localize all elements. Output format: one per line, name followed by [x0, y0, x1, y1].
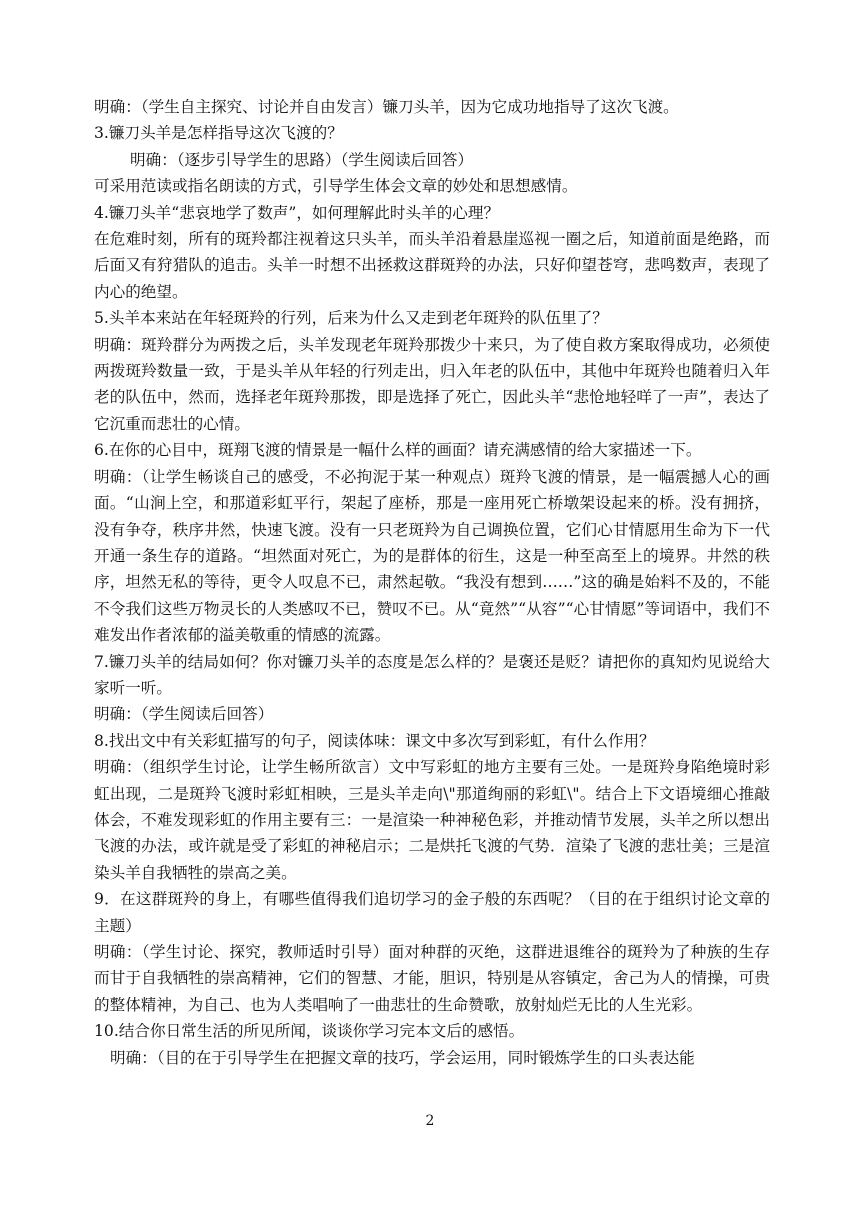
question-5: 5.头羊本来站在年轻斑羚的行列，后来为什么又走到老年斑羚的队伍里了？ — [94, 309, 608, 328]
answer-paragraph: 明确：（学生自主探究、讨论并自由发言）镰刀头羊，因为它成功地指导了这次飞渡。 — [94, 98, 679, 116]
page-number: 2 — [425, 1113, 435, 1129]
question-9: 9．在这群斑羚的身上，有哪些值得我们追切学习的金子般的东西呢？（目的在于组织讨论文章的主题） — [94, 890, 770, 935]
question-8: 8.找出文中有关彩虹描写的句子，阅读体味：课文中多次写到彩虹，有什么作用？ — [94, 731, 655, 750]
question-7: 7.镰刀头羊的结局如何？你对镰刀头羊的态度是怎么样的？是褒还是贬？请把你的真知灼见说给大家听一听。 — [94, 652, 770, 697]
answer-paragraph: 明确：（学生讨论、探究，教师适时引导）面对种群的灭绝，这群进退维谷的斑羚为了种族的生存而甘于自我牺牲的崇高精神，它们的智慧、才能，胆识，特别是从容镇定，舍己为人的情操，可贵的整体精神，为自己、也为人类唱响了一曲悲壮的生命赞歌，放射灿烂无比的人生光彩。 — [94, 943, 770, 1014]
question-6: 6.在你的心目中，斑翔飞渡的情景是一幅什么样的画面？请充满感情的给大家描述一下。 — [94, 441, 702, 460]
answer-paragraph: 明确：（目的在于引导学生在把握文章的技巧，学会运用，同时锻炼学生的口头表达能 — [110, 1048, 695, 1067]
question-3: 3.镰刀头羊是怎样指导这次飞渡的？ — [94, 124, 343, 143]
page-body — [94, 94, 770, 1071]
answer-paragraph: 明确：（组织学生讨论，让学生畅所欲言）文中写彩虹的地方主要有三处。一是斑羚身陷绝境时彩虹出现，二是斑羚飞渡时彩虹相映，三是头羊走向\"那道绚丽的彩虹\"。结合上下文语境细心推敲体会，不难发现彩虹的作用主要有三：一是渲染一种神秘色彩，并推动情节发展，头羊之所以想出飞渡的办法，或许就是受了彩虹的神秘启示；二是烘托飞渡的气势．渲染了飞渡的悲壮美；三是渲染头羊自我牺牲的崇高之美。 — [94, 758, 770, 882]
answer-paragraph: 明确：（让学生畅谈自己的感受，不必拘泥于某一种观点）斑羚飞渡的情景，是一幅震撼人心的画面。“山涧上空，和那道彩虹平行，架起了座桥，那是一座用死亡桥墩架设起来的桥。没有拥挤，没有争夺，秩序井然，快速飞渡。没有一只老斑羚为自己调换位置，它们心甘情愿用生命为下一代开通一条生存的道路。“坦然面对死亡，为的是群体的衍生，这是一种至高至上的境界。井然的秩序，坦然无私的等待，更令人叹息不已，肃然起敬。“我没有想到……”这的确是始料不及的，不能不令我们这些万物灵长的人类感叹不已，赞叹不已。从“竟然”“从容”“心甘情愿”等词语中，我们不难发出作者浓郁的溢美敬重的情感的流露。 — [94, 467, 770, 645]
question-4: 4.镰刀头羊“悲哀地学了数声”，如何理解此时头羊的心理？ — [94, 203, 500, 222]
question-10: 10.结合你日常生活的所见所闻，谈谈你学习完本文后的感悟。 — [94, 1022, 525, 1041]
answer-paragraph: 明确：（学生阅读后回答） — [94, 705, 274, 724]
answer-paragraph: 明确：（逐步引导学生的思路）（学生阅读后回答） — [130, 150, 474, 169]
answer-paragraph: 在危难时刻，所有的斑羚都注视着这只头羊，而头羊沿着悬崖巡视一圈之后，知道前面是绝路，而后面又有狩猎队的追击。头羊一时想不出拯救这群斑羚的办法，只好仰望苍穹，悲鸣数声，表现了内心的绝望。 — [94, 230, 770, 301]
teaching-note: 可采用范读或指名朗读的方式，引导学生体会文章的妙处和思想感情。 — [94, 177, 578, 196]
answer-paragraph: 明确：斑羚群分为两拨之后，头羊发现老年斑羚那拨少十来只，为了使自救方案取得成功，必须使两拨斑羚数量一致，于是头羊从年轻的行列走出，归入年老的队伍中，其他中年斑羚也随着归入年老的队伍中，然而，选择老年斑羚那拨，即是选择了死亡，因此头羊“悲怆地轻咩了一声”，表达了它沉重而悲壮的心情。 — [94, 335, 770, 433]
